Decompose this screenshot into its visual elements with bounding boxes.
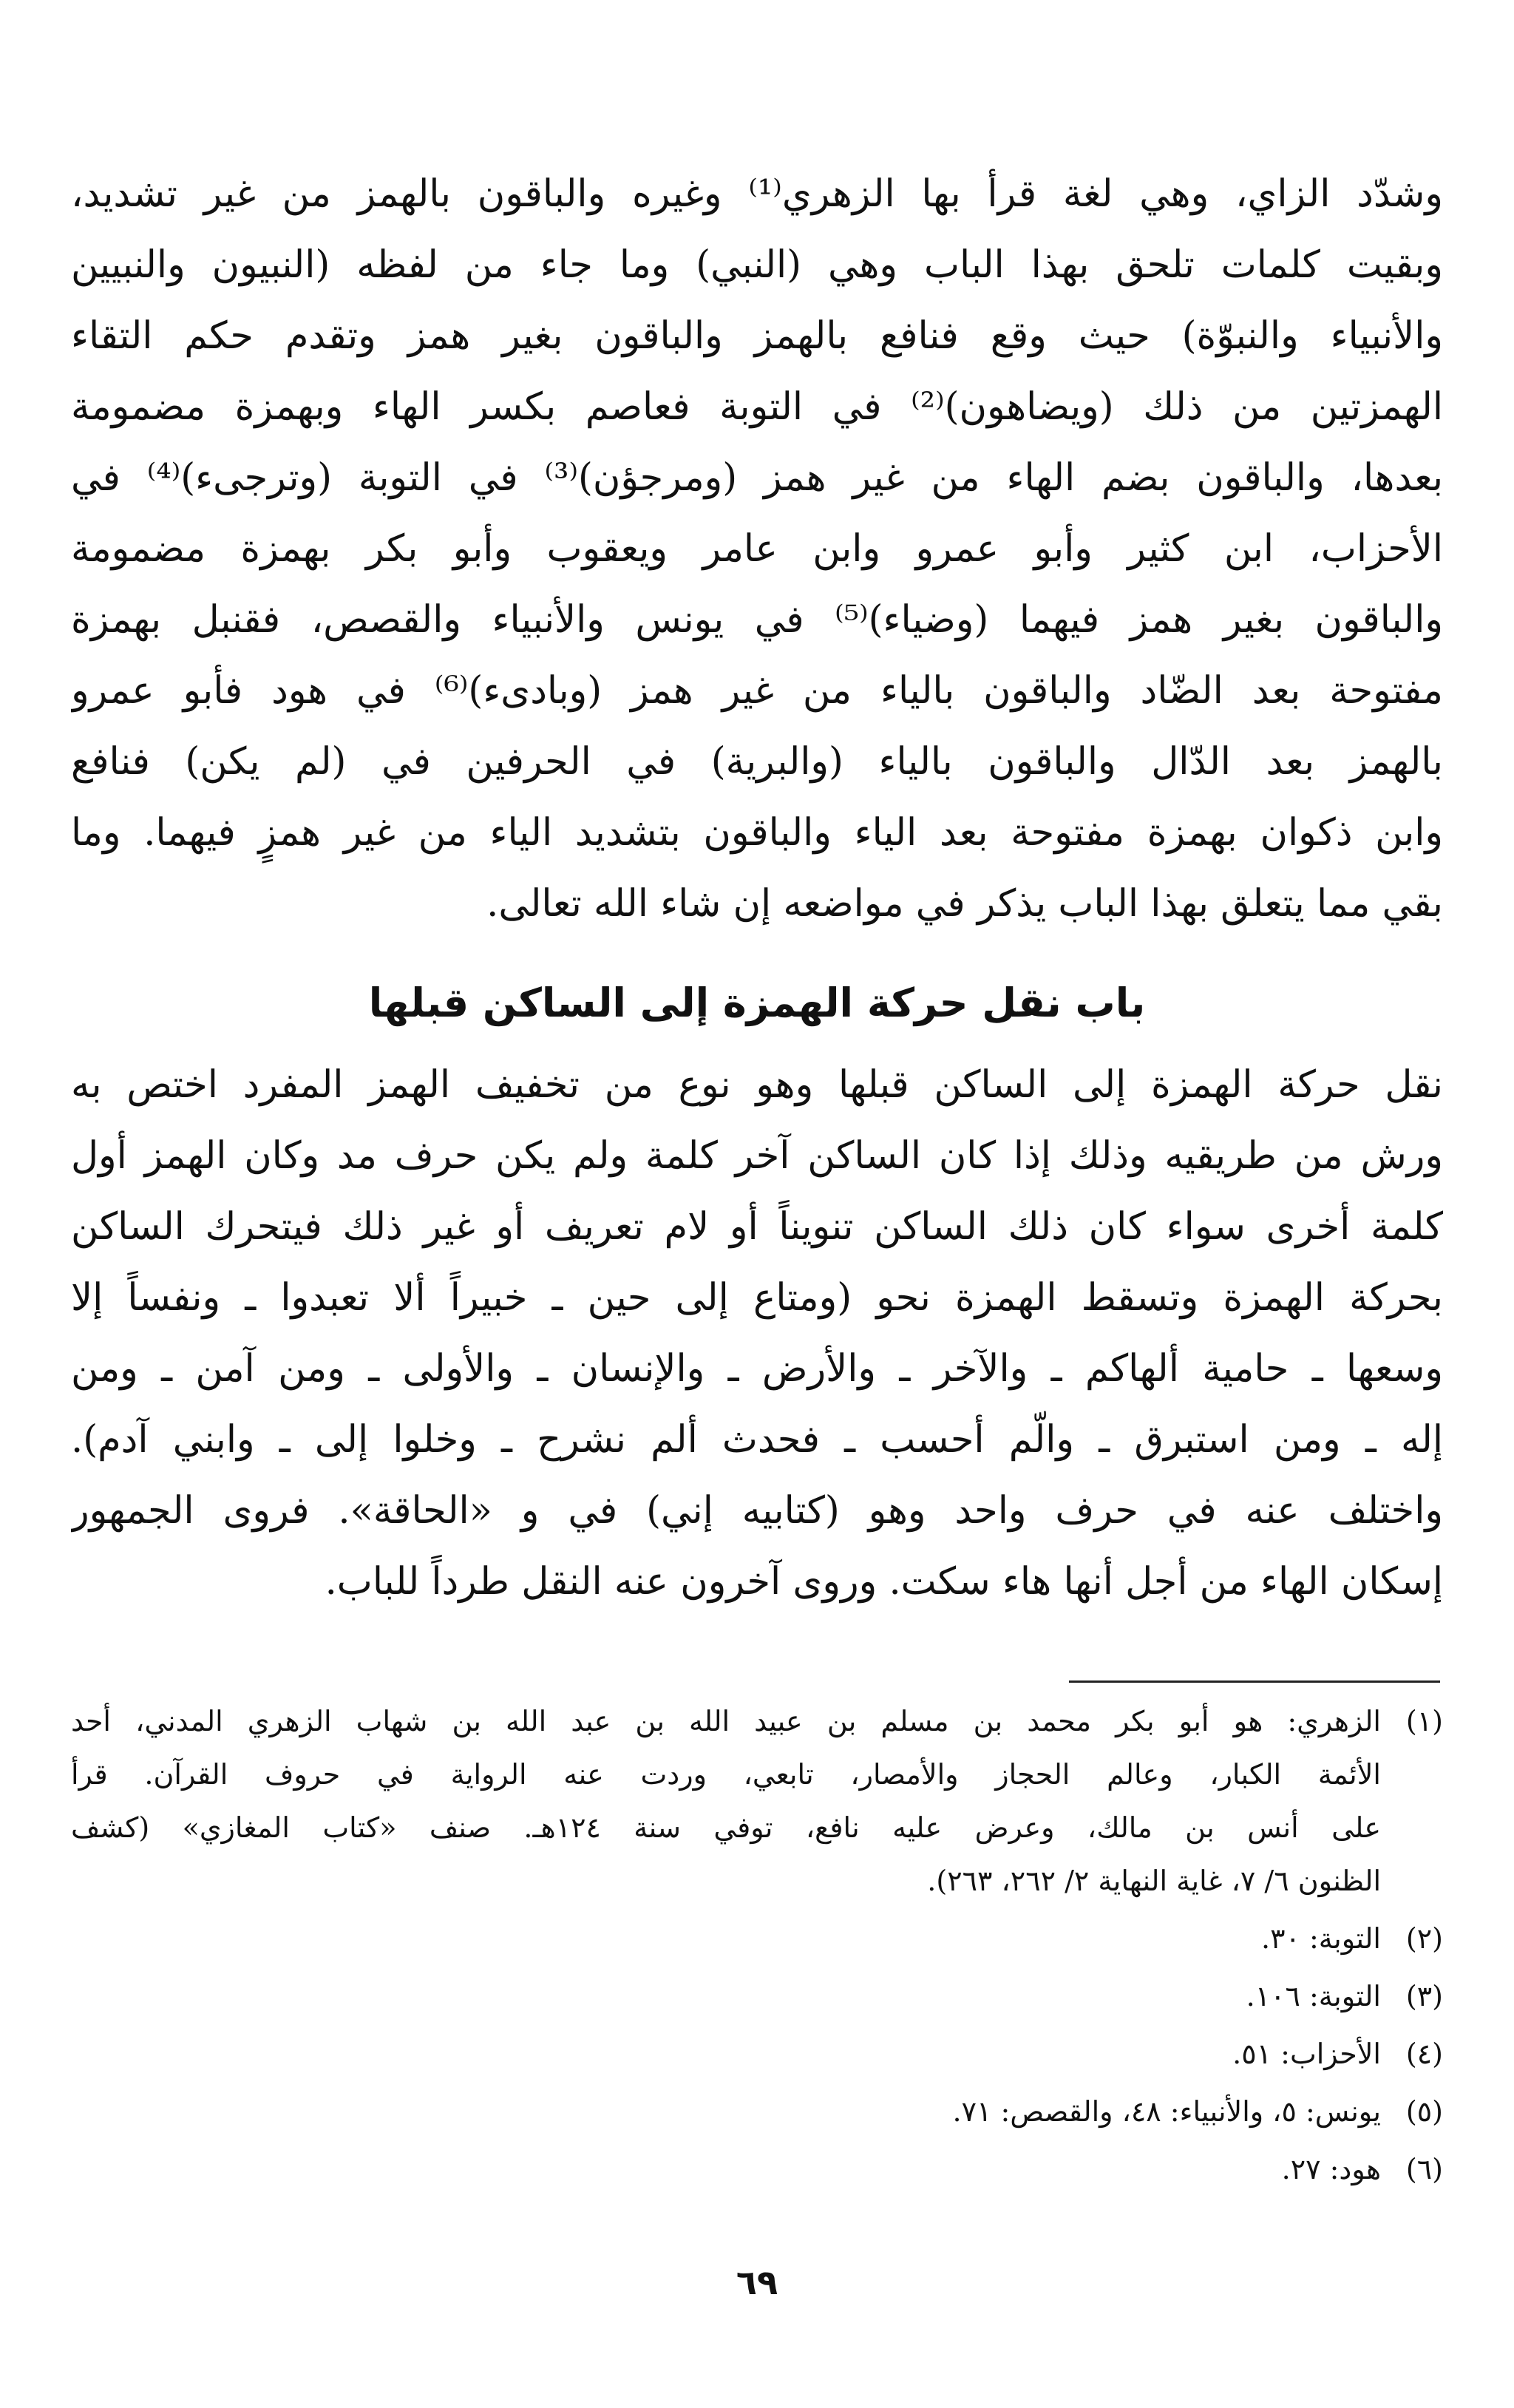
footnote-line: يونس: ٥، والأنبياء: ٤٨، والقصص: ٧١. bbox=[952, 2095, 1381, 2128]
footnote-text bbox=[71, 1695, 1381, 1907]
text-line: بعدها، والباقون بضم الهاء من غير همز (ومرجؤن)⁽³⁾ في التوبة (وترجىء)⁽⁴⁾ في bbox=[71, 456, 1443, 500]
footnote-2 bbox=[71, 1912, 1443, 1965]
footnote-line: التوبة: ١٠٦. bbox=[1246, 1980, 1381, 2012]
footnote-line: الظنون ٦/ ٧، غاية النهاية ٢/ ٢٦٢، ٢٦٣). bbox=[927, 1865, 1381, 1897]
text-line: ورش من طريقيه وذلك إذا كان الساكن آخر كلمة ولم يكن حرف مد وكان الهمز أول bbox=[71, 1134, 1443, 1178]
text-line: الهمزتين من ذلك (ويضاهون)⁽²⁾ في التوبة فعاصم بكسر الهاء وبهمزة مضمومة bbox=[71, 385, 1443, 429]
text-line: وشدّد الزاي، وهي لغة قرأ بها الزهري⁽¹⁾ وغيره والباقون بالهمز من غير تشديد، bbox=[71, 172, 1443, 216]
footnotes bbox=[71, 1695, 1443, 2196]
text-line: والأنبياء والنبوّة) حيث وقع فنافع بالهمز والباقون بغير همز وتقدم حكم التقاء bbox=[71, 314, 1443, 358]
footnote-5 bbox=[71, 2085, 1443, 2138]
footnote-line: التوبة: ٣٠. bbox=[1261, 1922, 1381, 1955]
footnote-number: (٦) bbox=[1405, 2153, 1443, 2185]
text-line: واختلف عنه في حرف واحد وهو (كتابيه إني) في و «الحاقة». فروى الجمهور bbox=[71, 1489, 1443, 1533]
text-line: والباقون بغير همز فيهما (وضياء)⁽⁵⁾ في يونس والأنبياء والقصص، فقنبل بهمزة bbox=[71, 598, 1443, 642]
footnote-line: الأحزاب: ٥١. bbox=[1232, 2038, 1381, 2070]
footnote-6 bbox=[71, 2143, 1443, 2196]
paragraph-continuation bbox=[71, 159, 1443, 940]
section-paragraph bbox=[71, 1050, 1443, 1618]
text-line: وسعها ـ حامية ألهاكم ـ والآخر ـ والأرض ـ والإنسان ـ والأولى ـ ومن آمن ـ ومن bbox=[71, 1347, 1443, 1391]
text-line: وبقيت كلمات تلحق بهذا الباب وهي (النبي) وما جاء من لفظه (النبيون والنبيين bbox=[71, 243, 1443, 287]
page-number: ٦٩ bbox=[736, 2262, 778, 2302]
footnote-line: الزهري: هو أبو بكر محمد بن مسلم بن عبيد الله بن عبد الله بن شهاب الزهري المدني، أحد bbox=[71, 1705, 1381, 1737]
text-line: بقي مما يتعلق بهذا الباب يذكر في مواضعه إن شاء الله تعالى. bbox=[486, 882, 1443, 926]
footnote-line: على أنس بن مالك، وعرض عليه نافع، توفي سنة ١٢٤هـ. صنف «كتاب المغازي» (كشف bbox=[71, 1811, 1381, 1844]
footnote-number: (٥) bbox=[1405, 2095, 1443, 2128]
section-heading: باب نقل حركة الهمزة إلى الساكن قبلها bbox=[368, 980, 1146, 1026]
footnote-line: هود: ٢٧. bbox=[1281, 2153, 1381, 2185]
text-line: مفتوحة بعد الضّاد والباقون بالياء من غير همز (وبادىء)⁽⁶⁾ في هود فأبو عمرو bbox=[71, 669, 1443, 713]
footnote-number: (٤) bbox=[1405, 2038, 1443, 2070]
text-line: إسكان الهاء من أجل أنها هاء سكت. وروى آخرون عنه النقل طرداً للباب. bbox=[325, 1560, 1443, 1604]
text-line: الأحزاب، ابن كثير وأبو عمرو وابن عامر ويعقوب وأبو بكر بهمزة مضمومة bbox=[71, 527, 1443, 571]
text-line: بالهمز بعد الدّال والباقون بالياء (والبرية) في الحرفين في (لم يكن) فنافع bbox=[71, 740, 1443, 784]
footnote-3 bbox=[71, 1970, 1443, 2023]
footnote-4 bbox=[71, 2027, 1443, 2080]
footnote-1 bbox=[71, 1695, 1443, 1907]
text-line: إله ـ ومن استبرق ـ والّم أحسب ـ فحدث ألم نشرح ـ وخلوا إلى ـ وابني آدم). bbox=[71, 1418, 1443, 1462]
text-line: وابن ذكوان بهمزة مفتوحة بعد الياء والباقون بتشديد الياء من غير همزٍ فيهما. وما bbox=[71, 811, 1443, 855]
footnote-number: (٢) bbox=[1405, 1922, 1443, 1955]
text-line: نقل حركة الهمزة إلى الساكن قبلها وهو نوع من تخفيف الهمز المفرد اختص به bbox=[71, 1063, 1443, 1107]
footnote-separator bbox=[1069, 1680, 1440, 1683]
footnote-number: (٣) bbox=[1405, 1980, 1443, 2012]
text-line: بحركة الهمزة وتسقط الهمزة نحو (ومتاع إلى حين ـ خبيراً ألا تعبدوا ـ ونفساً إلا bbox=[71, 1276, 1443, 1320]
footnote-line: الأئمة الكبار، وعالم الحجاز والأمصار، تابعي، وردت عنه الرواية في حروف القرآن. قرأ bbox=[71, 1758, 1381, 1791]
footnote-number: (١) bbox=[1405, 1705, 1443, 1737]
text-line: كلمة أخرى سواء كان ذلك الساكن تنويناً أو لام تعريف أو غير ذلك فيتحرك الساكن bbox=[71, 1205, 1443, 1249]
